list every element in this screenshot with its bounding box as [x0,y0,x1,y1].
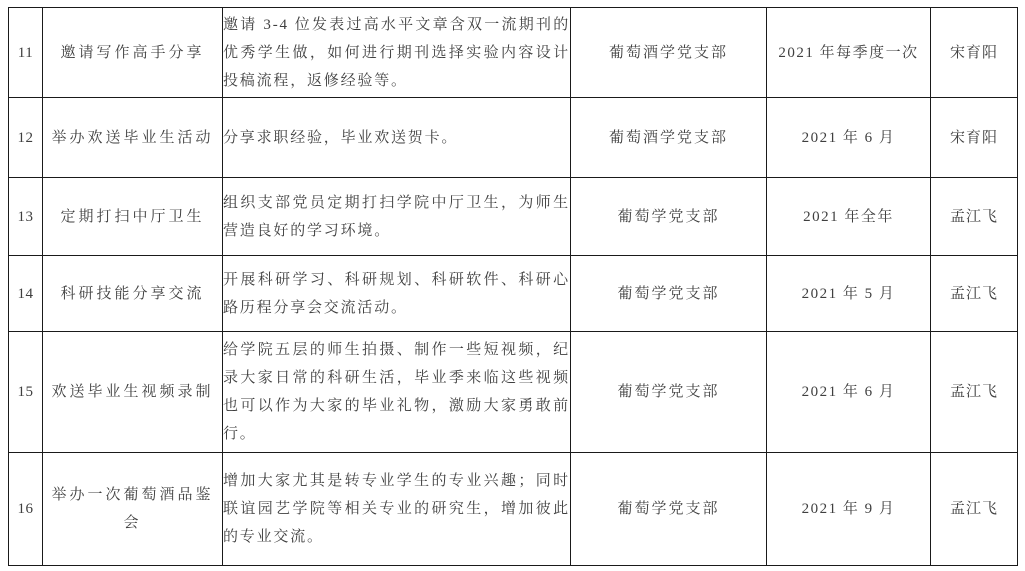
cell-organizing-branch: 葡萄学党支部 [571,453,767,566]
table-row [9,332,1018,453]
cell-activity-description: 增加大家尤其是转专业学生的专业兴趣；同时联谊园艺学院等相关专业的研究生，增加彼此的专业交流。 [223,453,571,566]
cell-person-in-charge: 孟江飞 [931,332,1018,453]
cell-organizing-branch: 葡萄学党支部 [571,178,767,256]
cell-row-number: 15 [9,332,43,453]
cell-organizing-branch: 葡萄酒学党支部 [571,98,767,178]
table-row [9,453,1018,566]
table-row [9,256,1018,332]
cell-activity-name: 科研技能分享交流 [43,256,223,332]
cell-row-number: 12 [9,98,43,178]
cell-organizing-branch: 葡萄学党支部 [571,332,767,453]
cell-row-number: 16 [9,453,43,566]
cell-activity-name: 邀请写作高手分享 [43,8,223,98]
cell-row-number: 11 [9,8,43,98]
cell-activity-description: 给学院五层的师生拍摄、制作一些短视频，纪录大家日常的科研生活，毕业季来临这些视频也可以作为大家的毕业礼物，激励大家勇敢前行。 [223,332,571,453]
cell-activity-time: 2021 年 6 月 [767,98,931,178]
cell-activity-description: 开展科研学习、科研规划、科研软件、科研心路历程分享会交流活动。 [223,256,571,332]
table-row [9,178,1018,256]
cell-row-number: 14 [9,256,43,332]
cell-activity-description: 组织支部党员定期打扫学院中厅卫生，为师生营造良好的学习环境。 [223,178,571,256]
cell-activity-name: 举办欢送毕业生活动 [43,98,223,178]
cell-activity-description: 分享求职经验，毕业欢送贺卡。 [223,98,571,178]
table-row [9,98,1018,178]
cell-activity-time: 2021 年 5 月 [767,256,931,332]
activity-plan-table [8,7,1018,566]
table-row [9,8,1018,98]
cell-activity-name: 定期打扫中厅卫生 [43,178,223,256]
cell-person-in-charge: 孟江飞 [931,256,1018,332]
cell-activity-name: 欢送毕业生视频录制 [43,332,223,453]
cell-activity-description: 邀请 3-4 位发表过高水平文章含双一流期刊的优秀学生做，如何进行期刊选择实验内容设计投稿流程，返修经验等。 [223,8,571,98]
cell-activity-time: 2021 年 6 月 [767,332,931,453]
cell-activity-time: 2021 年每季度一次 [767,8,931,98]
cell-activity-time: 2021 年 9 月 [767,453,931,566]
cell-activity-time: 2021 年全年 [767,178,931,256]
cell-organizing-branch: 葡萄学党支部 [571,256,767,332]
cell-person-in-charge: 孟江飞 [931,453,1018,566]
cell-person-in-charge: 宋育阳 [931,98,1018,178]
cell-organizing-branch: 葡萄酒学党支部 [571,8,767,98]
cell-person-in-charge: 宋育阳 [931,8,1018,98]
cell-person-in-charge: 孟江飞 [931,178,1018,256]
cell-row-number: 13 [9,178,43,256]
cell-activity-name: 举办一次葡萄酒品鉴会 [43,453,223,566]
table-body [9,8,1018,566]
